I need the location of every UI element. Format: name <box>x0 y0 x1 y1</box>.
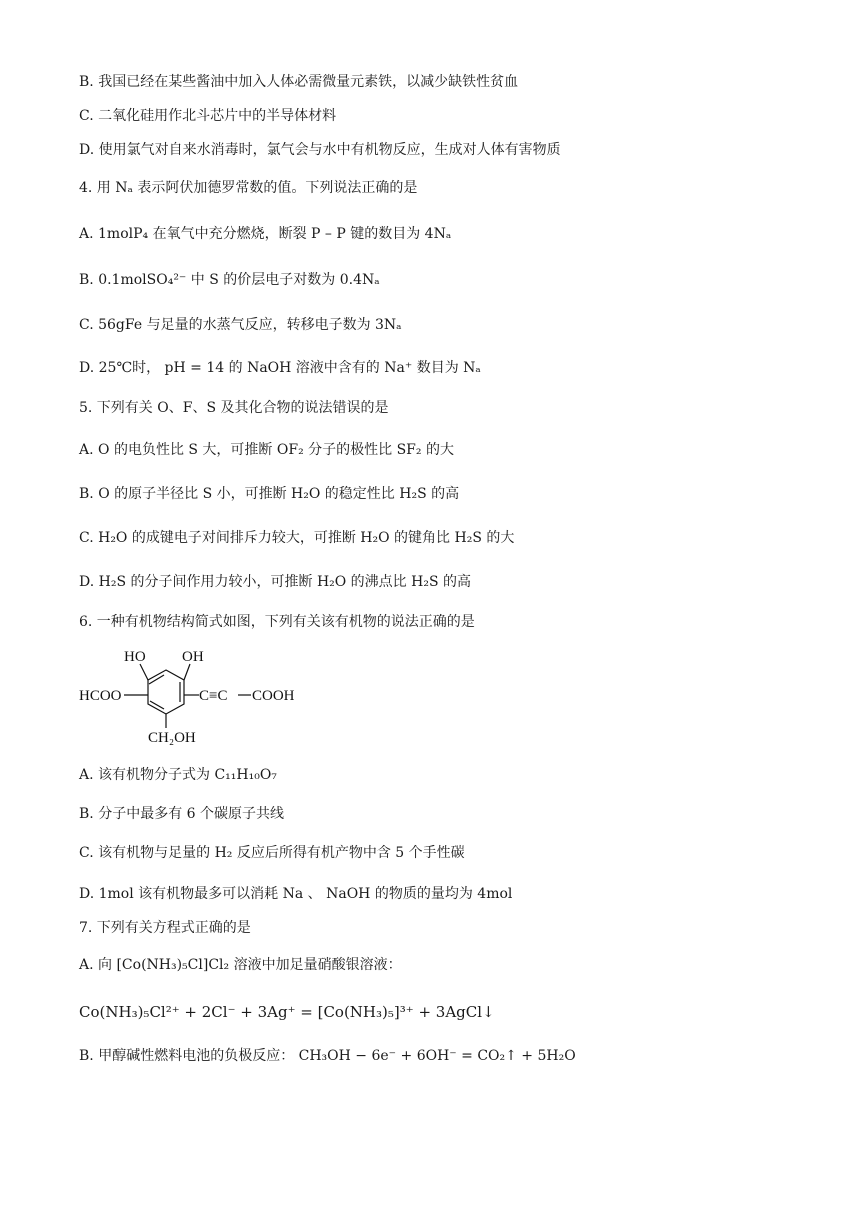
substituent-bonds <box>124 664 251 728</box>
line-q3c: C. 二氧化硅用作北斗芯片中的半导体材料 <box>79 108 337 124</box>
line-q6d: D. 1mol 该有机物最多可以消耗 Na 、 NaOH 的物质的量均为 4mol <box>79 886 513 902</box>
line-q5d: D. H₂S 的分子间作用力较小，可推断 H₂O 的沸点比 H₂S 的高 <box>79 574 471 590</box>
structure-formula-figure <box>76 642 316 748</box>
alkyne-label: C≡C <box>199 688 228 704</box>
line-q3d: D. 使用氯气对自来水消毒时，氯气会与水中有机物反应，生成对人体有害物质 <box>79 142 561 158</box>
ch2oh-label: CH₂OH <box>148 730 196 746</box>
line-q6b: B. 分子中最多有 6 个碳原子共线 <box>79 806 284 822</box>
line-q7a-equation: Co(NH₃)₅Cl²⁺ + 2Cl⁻ + 3Ag⁺ = [Co(NH₃)₅]³⁺ + 3AgCl↓ <box>79 1003 495 1021</box>
line-q6a: A. 该有机物分子式为 C₁₁H₁₀O₇ <box>79 767 277 783</box>
line-q5c: C. H₂O 的成键电子对间排斥力较大，可推断 H₂O 的键角比 H₂S 的大 <box>79 530 515 546</box>
line-q4a: A. 1molP₄ 在氧气中充分燃烧，断裂 P – P 键的数目为 4Nₐ <box>79 226 452 242</box>
question-7-stem: 7. 下列有关方程式正确的是 <box>79 920 251 936</box>
line-q5b: B. O 的原子半径比 S 小，可推断 H₂O 的稳定性比 H₂S 的高 <box>79 486 460 502</box>
ester-label: HCOO <box>79 688 122 704</box>
question-5-stem: 5. 下列有关 O、F、S 及其化合物的说法错误的是 <box>79 400 389 416</box>
line-q4d: D. 25℃时， pH = 14 的 NaOH 溶液中含有的 Na⁺ 数目为 Nₐ <box>79 360 481 376</box>
question-6-stem: 6. 一种有机物结构简式如图，下列有关该有机物的说法正确的是 <box>79 614 475 630</box>
oh-label: OH <box>182 649 204 665</box>
line-q5a: A. O 的电负性比 S 大，可推断 OF₂ 分子的极性比 SF₂ 的大 <box>79 442 454 458</box>
line-q3b: B. 我国已经在某些酱油中加入人体必需微量元素铁，以减少缺铁性贫血 <box>79 74 519 90</box>
line-q4b: B. 0.1molSO₄²⁻ 中 S 的价层电子对数为 0.4Nₐ <box>79 272 380 288</box>
line-q7a: A. 向 [Co(NH₃)₅Cl]Cl₂ 溶液中加足量硝酸银溶液： <box>79 957 402 973</box>
line-q4c: C. 56gFe 与足量的水蒸气反应，转移电子数为 3Nₐ <box>79 317 402 333</box>
line-q7b: B. 甲醇碱性燃料电池的负极反应： CH₃OH − 6e⁻ + 6OH⁻ = CO₂↑ + 5H₂O <box>79 1048 576 1064</box>
line-q6c: C. 该有机物与足量的 H₂ 反应后所得有机产物中含 5 个手性碳 <box>79 845 465 861</box>
ho-label: HO <box>124 649 146 665</box>
benzene-ring <box>148 670 184 714</box>
question-4-stem: 4. 用 Nₐ 表示阿伏加德罗常数的值。下列说法正确的是 <box>79 180 418 196</box>
acid-label: COOH <box>252 688 295 704</box>
